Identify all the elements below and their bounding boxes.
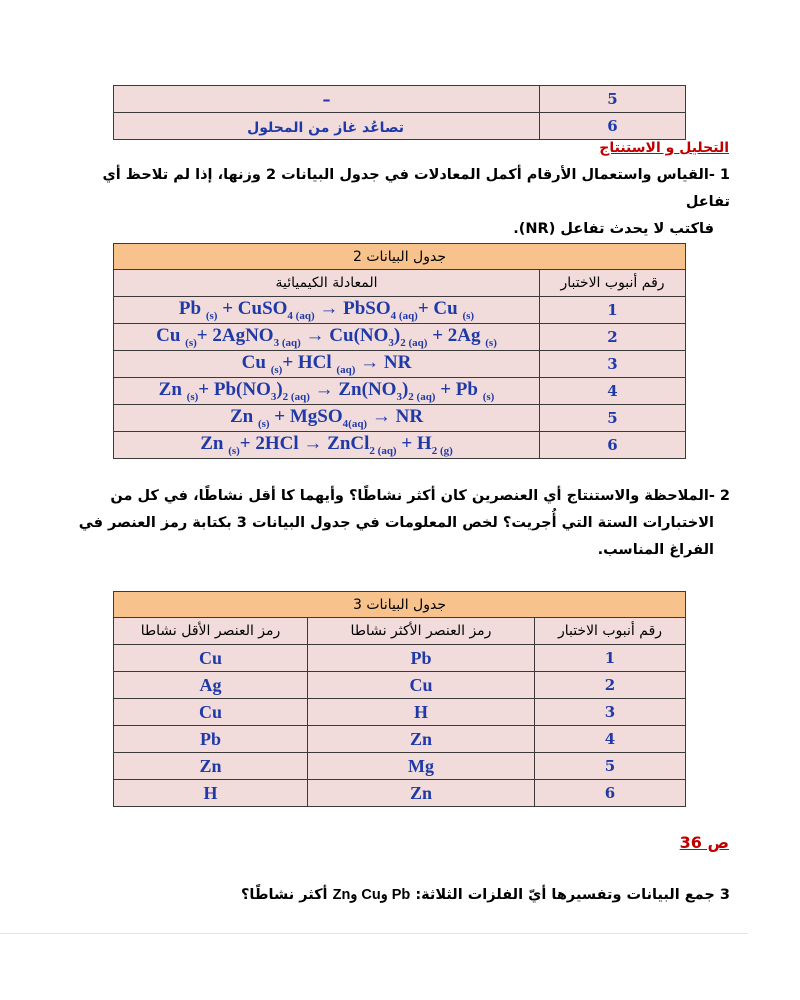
- equation-cell: Zn $_{(s)}$+ 2HCl → ZnCl$_{2 (aq)}$ + $H_{2 (g)}$: [114, 432, 540, 459]
- tube-number: 5: [535, 753, 686, 780]
- tube-number: 4: [535, 726, 686, 753]
- question-number: 2: [719, 488, 730, 504]
- less-active-symbol: Cu: [114, 645, 308, 672]
- question-text: جمع البيانات وتفسيرها أيّ الفلزات الثلاثة:: [415, 887, 715, 903]
- column-header-more-active: رمز العنصر الأكثر نشاطا: [308, 618, 535, 645]
- equation-cell: Pb $_{(s)}$ + CuSO$_{4 (aq)}$ → PbSO$_{4 (aq)}$+ Cu $_{(s)}$: [114, 297, 540, 324]
- tube-number: 6: [540, 432, 686, 459]
- tube-number: 5: [540, 86, 686, 113]
- column-header-equation: المعادلة الكيميائية: [114, 270, 540, 297]
- column-header-tube: رقم أنبوب الاختبار: [540, 270, 686, 297]
- tube-number: 6: [540, 113, 686, 140]
- observations-table: [113, 85, 686, 140]
- table-title: جدول البيانات 2: [114, 244, 686, 270]
- tube-number: 3: [540, 351, 686, 378]
- page-divider: [0, 933, 748, 934]
- section-heading: التحليل و الاستنتاج: [599, 140, 729, 156]
- equation-cell: Cu $_{(s)}$+ 2AgNO$_{3 (aq)}$ → $Cu(NO_3)_{2 (aq)} + 2Ag$ $_{(s)}$: [114, 324, 540, 351]
- less-active-symbol: H: [114, 780, 308, 807]
- table-title: جدول البيانات 3: [114, 592, 686, 618]
- question-1: [70, 162, 730, 243]
- more-active-symbol: H: [308, 699, 535, 726]
- question-2-line-2: الاختبارات الستة التي أُجريت؟ لخص المعلومات في جدول البيانات 3 بكتابة رمز العنصر في: [78, 515, 714, 531]
- question-number: 3: [719, 887, 730, 903]
- question-text: -الملاحظة والاستنتاج أي العنصرين كان أكثر نشاطًا؟ وأيهما كا أقل نشاطًا، في كل من: [110, 488, 715, 504]
- page-reference: ص 36: [679, 833, 729, 852]
- tube-number: 3: [535, 699, 686, 726]
- question-2: [70, 483, 730, 564]
- tube-number: 5: [540, 405, 686, 432]
- more-active-symbol: Mg: [308, 753, 535, 780]
- question-2-line-3: الفراغ المناسب.: [597, 542, 714, 558]
- observation-text: –: [322, 89, 331, 109]
- more-active-symbol: Pb: [308, 645, 535, 672]
- column-header-tube: رقم أنبوب الاختبار: [535, 618, 686, 645]
- question-1-line-2: فاكتب لا يحدث تفاعل (NR).: [513, 221, 714, 237]
- observation-cell: [114, 113, 540, 140]
- question-tail: أكثر نشاطًا؟: [240, 887, 328, 903]
- less-active-symbol: Zn: [114, 753, 308, 780]
- equation-cell: Zn $_{(s)}$ + MgSO$_{4(aq)}$ → NR: [114, 405, 540, 432]
- observation-text: تصاعُد غاز من المحلول: [247, 119, 404, 136]
- more-active-symbol: Zn: [308, 726, 535, 753]
- tube-number: 4: [540, 378, 686, 405]
- question-text: -القياس واستعمال الأرقام أكمل المعادلات في جدول البيانات 2 وزنها، إذا لم تلاحظ أي تفاعل: [102, 167, 730, 210]
- less-active-symbol: Pb: [114, 726, 308, 753]
- column-header-less-active: رمز العنصر الأقل نشاطا: [114, 618, 308, 645]
- less-active-symbol: Cu: [114, 699, 308, 726]
- data-table-3: [113, 591, 686, 807]
- observation-cell: [114, 86, 540, 113]
- tube-number: 1: [535, 645, 686, 672]
- tube-number: 2: [540, 324, 686, 351]
- less-active-symbol: Ag: [114, 672, 308, 699]
- metals-list: Pb وCu وZn: [332, 887, 411, 903]
- equation-cell: Cu $_{(s)}$+ HCl $_{(aq)}$ → NR: [114, 351, 540, 378]
- tube-number: 1: [540, 297, 686, 324]
- question-3: [70, 882, 730, 909]
- question-number: 1: [719, 167, 730, 183]
- question-2-line-1: [70, 483, 730, 510]
- more-active-symbol: Cu: [308, 672, 535, 699]
- tube-number: 6: [535, 780, 686, 807]
- tube-number: 2: [535, 672, 686, 699]
- equation-cell: Zn $_{(s)}+ Pb(NO_3)_{2 (aq)} \to Zn(NO_3)_{2 (aq)} + Pb$ $_{(s)}$: [114, 378, 540, 405]
- more-active-symbol: Zn: [308, 780, 535, 807]
- question-1-line-1: [70, 162, 730, 216]
- data-table-2: [113, 243, 686, 459]
